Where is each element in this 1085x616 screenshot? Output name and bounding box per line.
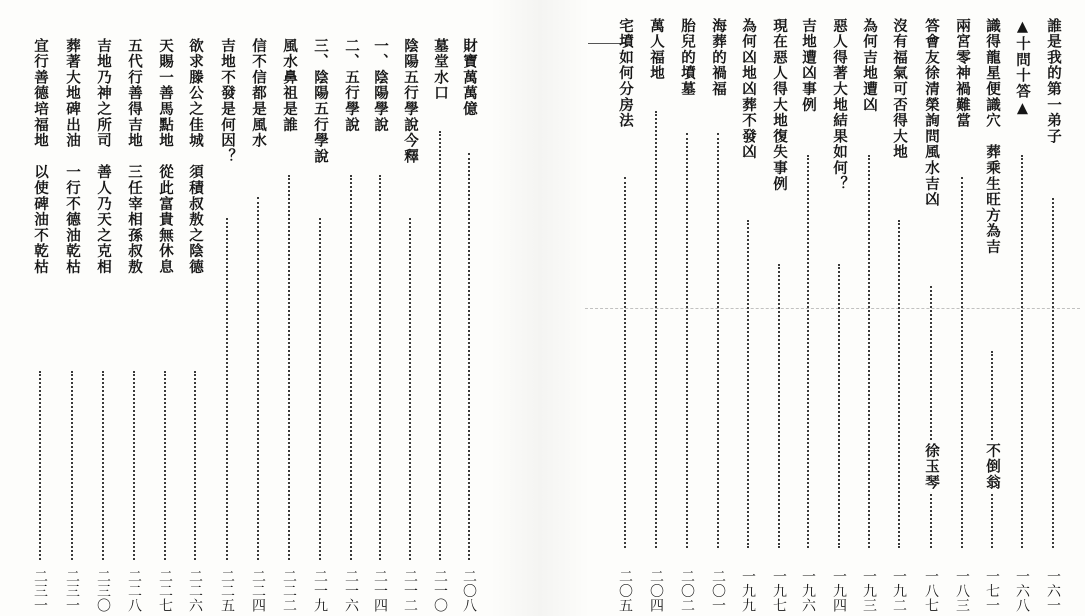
toc-left-entry-title: 天賜一善馬點地 從此富貴無休息: [157, 38, 174, 275]
toc-left-entry[interactable]: [310, 38, 330, 612]
dot-leader: [288, 175, 290, 560]
toc-left-entry[interactable]: [30, 38, 50, 612]
toc-right-entry-title: 兩宮零神禍難當: [954, 18, 971, 129]
toc-right-entry-title: ▲十問十答▲: [1014, 18, 1031, 118]
toc-left-entry[interactable]: [400, 38, 420, 612]
toc-left-page-number: 二二六: [187, 568, 203, 612]
toc-right-page-number: 一八七: [923, 568, 939, 612]
toc-left-entry[interactable]: [430, 38, 450, 612]
toc-left-page-number: 二一二: [402, 568, 418, 612]
toc-left-entry-title: 宜行善德培福地 以使碑油不乾枯: [32, 38, 49, 275]
dot-leader: [778, 264, 780, 548]
toc-left-entry[interactable]: [155, 38, 175, 612]
toc-right-page-number: 二〇二: [679, 568, 695, 612]
dot-leader: [226, 218, 228, 560]
dot-leader: [379, 175, 381, 560]
dot-leader: [409, 218, 411, 560]
dot-leader: [717, 133, 719, 548]
toc-right-entry-title: 萬人福地: [648, 18, 665, 82]
toc-left-entry[interactable]: [185, 38, 205, 612]
toc-left-entry[interactable]: [93, 38, 113, 612]
dot-leader: [624, 177, 626, 548]
toc-right-entry[interactable]: [889, 18, 909, 612]
toc-right-entry-title: 識得龍星便識穴 葬乘生旺方為吉: [984, 18, 1001, 255]
toc-left-entry-title: 二、五行學說: [343, 38, 360, 133]
dot-leader: [655, 111, 657, 548]
toc-left-entry-title: 財寶萬萬億: [461, 38, 478, 117]
dot-leader: [39, 371, 41, 560]
toc-right-page-number: 一九九: [740, 568, 756, 612]
dot-leader: [350, 175, 352, 560]
toc-right-entry[interactable]: [677, 18, 697, 612]
toc-left-entry-title: 信不信都是風水: [250, 38, 267, 149]
author-name: 徐玉琴: [921, 440, 941, 493]
toc-left-entry-title: 欲求滕公之佳城 須積叔敖之陰德: [187, 38, 204, 275]
dot-leader: [102, 371, 104, 560]
toc-left-page-number: 二〇八: [461, 568, 477, 612]
toc-left-page-number: 二二七: [157, 568, 173, 612]
toc-left-entry[interactable]: [248, 38, 268, 612]
toc-right-entry[interactable]: [738, 18, 758, 612]
toc-right-page-number: 一八三: [954, 568, 970, 612]
toc-left-entry-title: 葬著大地碑出油 一行不德油乾枯: [64, 38, 81, 275]
toc-left-page-number: 二一九: [312, 568, 328, 612]
dot-leader: [961, 177, 963, 548]
toc-right-page-number: 一九七: [771, 568, 787, 612]
toc-right-entry[interactable]: [1012, 18, 1032, 612]
dot-leader: [439, 131, 441, 560]
dot-leader: [898, 220, 900, 548]
toc-right-page-number: 一九四: [831, 568, 847, 612]
toc-left-entry[interactable]: [459, 38, 479, 612]
author-name: 不倒翁: [982, 440, 1002, 493]
toc-left-entry-title: 五代行善得吉地 三任宰相孫叔敖: [126, 38, 143, 275]
dot-leader: [930, 286, 932, 548]
toc-right-entry-title: 宅墳如何分房法: [617, 18, 634, 129]
toc-right-entry-title: 現在惡人得大地復失事例: [771, 18, 788, 192]
toc-left-entry-title: 陰陽五行學說今釋: [402, 38, 419, 165]
toc-right-page-number: 一九六: [800, 568, 816, 612]
toc-left-page-number: 二三一: [64, 568, 80, 612]
toc-right-entry-title: 海葬的禍福: [710, 18, 727, 97]
dot-leader: [133, 371, 135, 560]
toc-right-entry-title: 沒有福氣可否得大地: [891, 18, 908, 161]
toc-right-page-number: 一六八: [1014, 568, 1030, 612]
toc-right-page-number: 二〇一: [710, 568, 726, 612]
toc-right-page-number: 一七一: [984, 568, 1000, 612]
toc-left-page-number: 二一〇: [432, 568, 448, 612]
toc-left-entry[interactable]: [370, 38, 390, 612]
dot-leader: [468, 153, 470, 560]
toc-left-page-number: 二二八: [126, 568, 142, 612]
toc-right-entry[interactable]: [708, 18, 728, 612]
toc-right-entry-title: 為何吉地遭凶: [861, 18, 878, 113]
toc-right-entry-title: 答會友徐清榮詢問風水吉凶: [923, 18, 940, 208]
dot-leader: [868, 155, 870, 548]
toc-right-page-number: 一九二: [891, 568, 907, 612]
dot-leader: [257, 197, 259, 560]
toc-left-page-number: 二一四: [372, 568, 388, 612]
toc-right-entry[interactable]: [1043, 18, 1063, 612]
toc-right-page-number: 二〇四: [648, 568, 664, 612]
toc-right-page-number: 二〇五: [617, 568, 633, 612]
toc-left-entry-title: 風水鼻祖是誰: [281, 38, 298, 133]
toc-right-entry[interactable]: [982, 18, 1002, 612]
dot-leader: [164, 371, 166, 560]
toc-left-page-number: 二二二: [281, 568, 297, 612]
toc-right-entry-title: 誰是我的第一弟子: [1045, 18, 1062, 145]
toc-right-entry[interactable]: [798, 18, 818, 612]
dot-leader: [1021, 155, 1023, 548]
dot-leader: [194, 371, 196, 560]
toc-left-entry[interactable]: [341, 38, 361, 612]
toc-right-entry[interactable]: [615, 18, 635, 612]
toc-right-entry[interactable]: [921, 18, 941, 612]
dot-leader: [807, 155, 809, 548]
toc-right-page-number: 一六一: [1045, 568, 1061, 612]
dot-leader: [838, 264, 840, 548]
toc-left-entry-title: 三、陰陽五行學說: [312, 38, 329, 165]
toc-right-entry[interactable]: [829, 18, 849, 612]
toc-left-page-number: 二三一: [32, 568, 48, 612]
toc-right-entry[interactable]: [646, 18, 666, 612]
toc-right-entry[interactable]: [952, 18, 972, 612]
dot-leader: [71, 371, 73, 560]
toc-left-entry-title: 一、陰陽學說: [372, 38, 389, 133]
toc-right-entry-title: 惡人得著大地結果如何？: [831, 18, 848, 192]
toc-right-entry-title: 胎兒的墳墓: [679, 18, 696, 97]
toc-right-page-number: 一九三: [861, 568, 877, 612]
toc-left-page-number: 二二四: [250, 568, 266, 612]
toc-left-page-number: 二一六: [343, 568, 359, 612]
toc-left-entry-title: 吉地不發是何因？: [219, 38, 236, 165]
toc-left-entry-title: 吉地乃神之所司 善人乃天之克相: [95, 38, 112, 275]
page-gutter-shadow: [490, 0, 590, 616]
dot-leader: [1052, 198, 1054, 548]
toc-right-entry-title: 為何凶地凶葬不發凶: [740, 18, 757, 161]
toc-left-entry[interactable]: [62, 38, 82, 612]
toc-left-entry[interactable]: [279, 38, 299, 612]
toc-left-page-number: 二二五: [219, 568, 235, 612]
toc-right-entry-title: 吉地遭凶事例: [800, 18, 817, 113]
toc-left-page-number: 二三〇: [95, 568, 111, 612]
dot-leader: [686, 133, 688, 548]
toc-right-entry[interactable]: [859, 18, 879, 612]
dot-leader: [747, 220, 749, 548]
toc-right-entry[interactable]: [769, 18, 789, 612]
dot-leader: [319, 218, 321, 560]
toc-left-entry-title: 墓堂水口: [432, 38, 449, 102]
toc-left-entry[interactable]: [217, 38, 237, 612]
toc-left-entry[interactable]: [124, 38, 144, 612]
